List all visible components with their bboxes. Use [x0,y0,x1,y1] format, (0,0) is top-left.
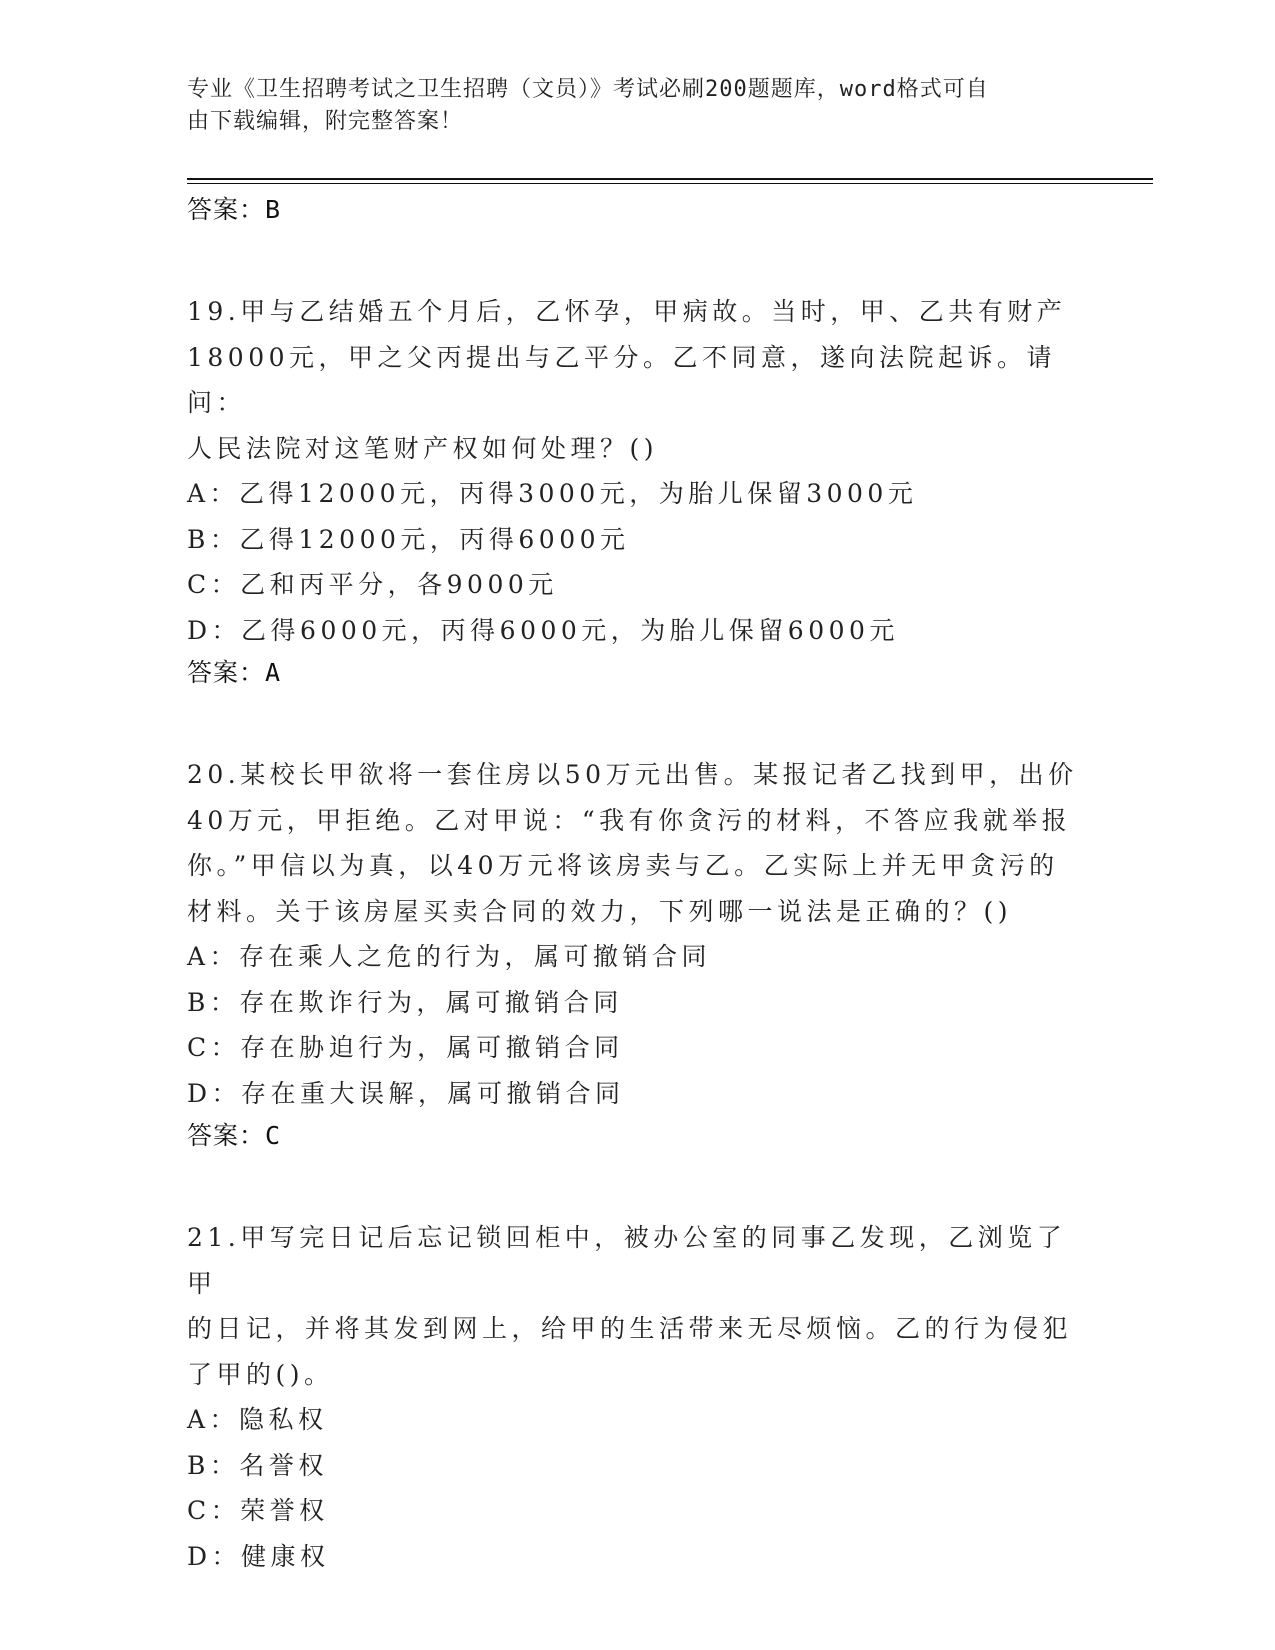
question-block [187,752,1087,1156]
stem-line: 40万元，甲拒绝。乙对甲说：“我有你贪污的材料，不答应我就举报 [187,805,1072,835]
spacer [187,693,1087,748]
option-a: A：乙得12000元，丙得3000元，为胎儿保留3000元 [187,479,918,508]
header-rule-thick [187,178,1153,180]
header-line: 专业《卫生招聘考试之卫生招聘（文员）》考试必刷200题题库，word格式可自 [187,77,989,102]
option-a: A：隐私权 [187,1405,328,1434]
option-d: D：健康权 [187,1541,330,1571]
option-c: C：荣誉权 [187,1496,329,1525]
question-stem [187,752,1087,934]
stem-line: 你。”甲信以为真，以40万元将该房卖与乙。乙实际上并无甲贪污的 [187,851,1059,880]
option-b: B：名誉权 [187,1450,328,1480]
option-a: A：存在乘人之危的行为，属可撤销合同 [187,942,712,971]
document-header [187,74,1067,138]
option-b: B：存在欺诈行为，属可撤销合同 [187,987,623,1017]
stem-line: 18000元，甲之父丙提出与乙平分。乙不同意，遂向法院起诉。请问： [187,342,1057,417]
answer-line: 答案：B [187,195,282,224]
header-line: 由下载编辑，附完整答案！ [187,109,464,134]
question-block [187,289,1087,693]
option-c: C：乙和丙平分，各9000元 [187,570,558,599]
stem-line: 19.甲与乙结婚五个月后，乙怀孕，甲病故。当时，甲、乙共有财产 [187,297,1067,326]
spacer [187,230,1087,285]
stem-line: 21.甲写完日记后忘记锁回柜中，被办公室的同事乙发现，乙浏览了甲 [187,1223,1067,1298]
option-b: B：乙得12000元，丙得6000元 [187,524,630,554]
stem-line: 人民法院对这笔财产权如何处理？() [187,433,659,463]
stem-line: 材料。关于该房屋买卖合同的效力，下列哪一说法是正确的？() [187,896,1013,926]
answer-line: 答案：A [187,658,282,687]
header-rule-thin [187,183,1153,184]
question-stem [187,1215,1087,1397]
option-c: C：存在胁迫行为，属可撤销合同 [187,1033,624,1062]
stem-line: 20.某校长甲欲将一套住房以50万元出售。某报记者乙找到甲，出价 [187,760,1078,789]
question-content [187,190,1087,1579]
answer-line: 答案：C [187,1121,282,1150]
stem-line: 的日记，并将其发到网上，给甲的生活带来无尽烦恼。乙的行为侵犯 [187,1314,1073,1343]
option-d: D：乙得6000元，丙得6000元，为胎儿保留6000元 [187,615,899,645]
spacer [187,1156,1087,1211]
option-d: D：存在重大误解，属可撤销合同 [187,1078,625,1108]
question-block [187,1215,1087,1579]
question-stem [187,289,1087,471]
stem-line: 了甲的()。 [187,1359,334,1389]
